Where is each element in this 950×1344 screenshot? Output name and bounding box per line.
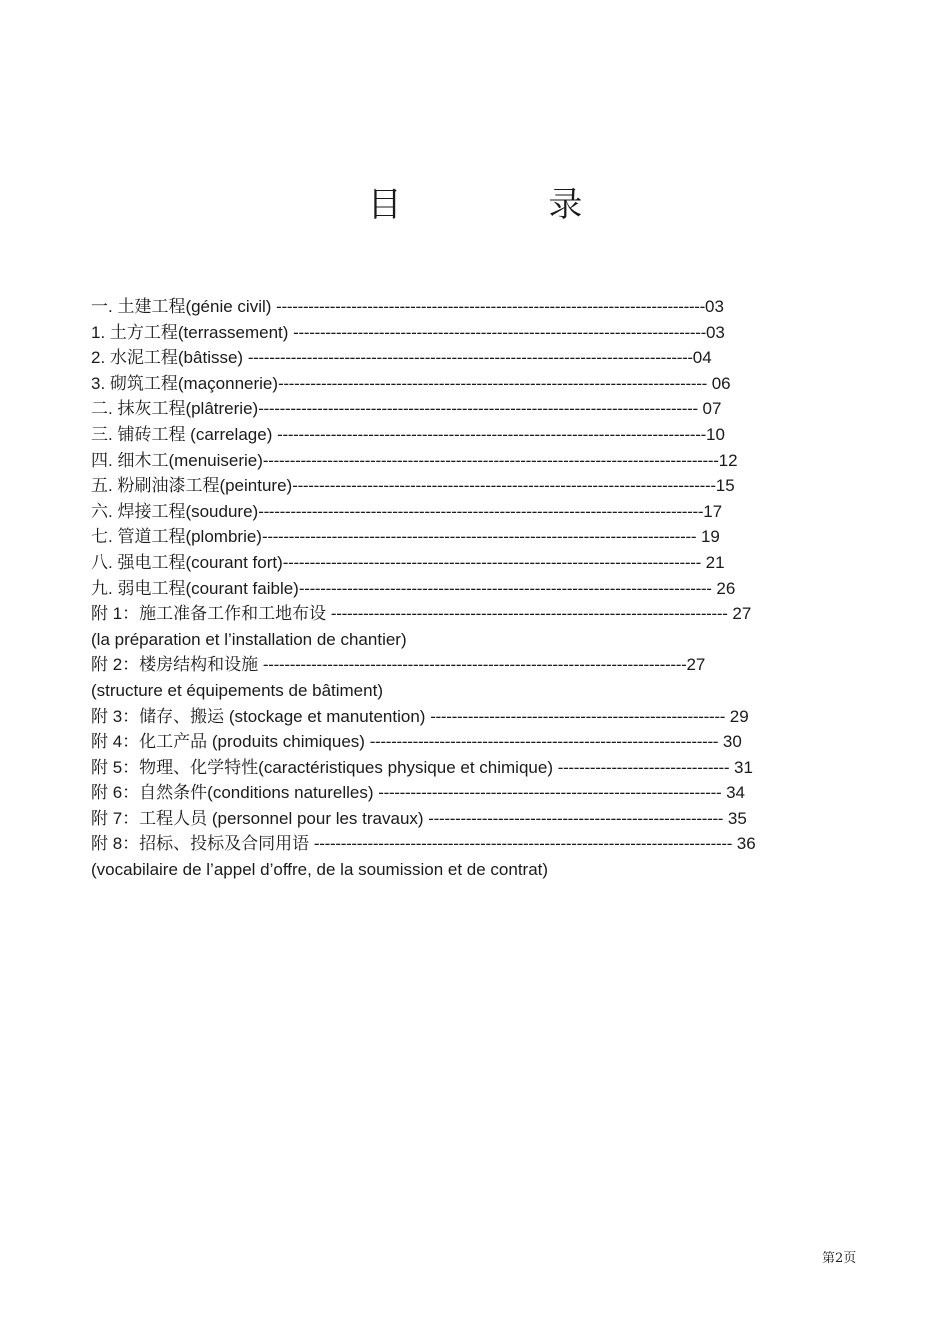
- toc-entry-title: 八. 强电工程(courant fort): [91, 552, 283, 572]
- toc-leader-dots: -----------------------------------------------------------------------------------: [247, 348, 693, 368]
- toc-entry-title: 附 8：招标、投标及合同用语: [91, 834, 314, 854]
- toc-entry-title: 1. 土方工程(terrassement): [91, 322, 294, 342]
- toc-entry-title: 附 4：化工产品 (produits chimiques): [91, 732, 370, 752]
- toc-leader-dots: -----------------------------------------------------------------------------: [293, 322, 706, 342]
- toc-entry-title: 2. 水泥工程(bâtisse): [91, 348, 248, 368]
- toc-entry[interactable]: [91, 780, 871, 806]
- toc-page-number: 27: [686, 655, 706, 675]
- toc-entry-subtitle: (vocabilaire de l’appel d’offre, de la soumission et de contrat): [91, 860, 549, 880]
- toc-leader-dots: ------------------------------------------------------------------------------: [282, 552, 701, 572]
- toc-page-number: 12: [718, 450, 738, 470]
- toc-page-number: 03: [705, 297, 724, 316]
- toc-entry-title: 五. 粉刷油漆工程(peinture): [91, 476, 293, 496]
- toc-page-number: 34: [721, 783, 745, 803]
- toc-leader-dots: -------------------------------------------------------------------------------------: [262, 450, 719, 470]
- toc-page-number: 35: [723, 808, 747, 828]
- toc-page-number: 19: [696, 527, 720, 547]
- toc-entry[interactable]: [91, 448, 871, 474]
- toc-leader-dots: -------------------------------------------------------: [428, 808, 724, 828]
- page-number: 第2页: [822, 1251, 857, 1266]
- toc-entry[interactable]: [91, 704, 871, 730]
- toc-leader-dots: ---------------------------------------------------------------------------------: [261, 527, 697, 547]
- toc-leader-dots: ----------------------------------------------------------------: [378, 783, 722, 803]
- toc-leader-dots: -----------------------------------------------------------------: [369, 732, 719, 752]
- toc-entry-title: 一. 土建工程(génie civil): [91, 297, 277, 316]
- toc-entry[interactable]: [91, 499, 871, 525]
- toc-leader-dots: ------------------------------------------------------------------------------: [313, 834, 733, 854]
- toc-entry[interactable]: [91, 601, 871, 627]
- toc-leader-dots: -------------------------------------------------------------------------------: [262, 655, 687, 675]
- toc-entry[interactable]: [91, 755, 871, 781]
- toc-page-number: 04: [692, 348, 712, 368]
- toc-leader-dots: --------------------------------------------------------------------------------: [277, 424, 706, 444]
- toc-leader-dots: -------------------------------------------------------------------------------: [292, 476, 716, 496]
- toc-entry-subtitle: (la préparation et l’installation de chantier): [91, 629, 407, 649]
- toc-leader-dots: --------------------------------------------------------------------------------: [278, 373, 707, 393]
- toc-leader-dots: ----------------------------------------------------------------------------------: [258, 399, 698, 419]
- toc-entry-title: 六. 焊接工程(soudure): [91, 501, 259, 521]
- toc-entry-title: 附 6：自然条件(conditions naturelles): [91, 783, 379, 803]
- toc-entry-title: 九. 弱电工程(courant faible): [91, 578, 299, 598]
- toc-entry-title: 附 3：储存、搬运 (stockage et manutention): [91, 706, 431, 726]
- toc-entry[interactable]: [91, 345, 871, 371]
- toc-entry[interactable]: [91, 473, 871, 499]
- toc-page-number: 07: [697, 399, 722, 419]
- toc-page-number: 31: [729, 757, 753, 777]
- toc-entry-title: 附 7：工程人员 (personnel pour les travaux): [91, 808, 429, 828]
- toc-page-number: 36: [732, 834, 756, 854]
- toc-page-number: 15: [715, 476, 735, 496]
- toc-page-number: 27: [727, 604, 752, 624]
- toc-entry-title: 附 5：物理、化学特性(caractéristiques physique et chimique): [91, 757, 558, 777]
- toc-entry[interactable]: [91, 831, 871, 857]
- toc-leader-dots: --------------------------------------------------------------------------: [330, 604, 728, 624]
- toc-page-number: 29: [725, 706, 749, 726]
- toc-entry[interactable]: [91, 729, 871, 755]
- toc-entry-subtitle: (structure et équipements de bâtiment): [91, 680, 383, 700]
- toc-entry[interactable]: [91, 320, 871, 346]
- toc-page-number: 17: [703, 501, 723, 521]
- toc-entry[interactable]: [91, 396, 871, 422]
- toc-page-number: 03: [705, 322, 725, 342]
- toc-entry-title: 三. 铺砖工程 (carrelage): [91, 424, 278, 444]
- toc-page-number: 21: [700, 552, 725, 572]
- toc-entry[interactable]: [91, 806, 871, 832]
- toc-entry[interactable]: [91, 550, 871, 576]
- toc-page-number: 10: [706, 424, 725, 444]
- toc-entry[interactable]: [91, 371, 871, 397]
- toc-entry-title: 二. 抹灰工程(plâtrerie): [91, 399, 259, 419]
- toc-leader-dots: -----------------------------------------------------------------------------: [298, 578, 712, 598]
- page-title: 目 录: [367, 185, 651, 225]
- toc-page-number: 06: [706, 373, 731, 393]
- toc-entry[interactable]: [91, 422, 871, 448]
- toc-page-number: 30: [718, 732, 742, 752]
- toc-entry-title: 3. 砌筑工程(maçonnerie): [91, 373, 279, 393]
- toc-leader-dots: -------------------------------------------------------: [430, 706, 726, 726]
- toc-entry[interactable]: [91, 576, 871, 602]
- toc-entry[interactable]: [91, 652, 871, 678]
- toc-leader-dots: --------------------------------: [557, 757, 730, 777]
- toc-entry-title: 附 2：楼房结构和设施: [91, 655, 263, 675]
- toc-page-number: 26: [711, 578, 736, 598]
- toc-entry-title: 附 1：施工准备工作和工地布设: [91, 604, 331, 624]
- toc-entry[interactable]: [91, 294, 871, 320]
- toc-entry-title: 七. 管道工程(plombrie): [91, 527, 262, 547]
- toc-leader-dots: -----------------------------------------------------------------------------------: [258, 501, 704, 521]
- table-of-contents: [91, 294, 871, 883]
- toc-entry-title: 四. 细木工(menuiserie): [91, 450, 263, 470]
- toc-leader-dots: --------------------------------------------------------------------------------: [276, 297, 706, 316]
- toc-entry[interactable]: [91, 524, 871, 550]
